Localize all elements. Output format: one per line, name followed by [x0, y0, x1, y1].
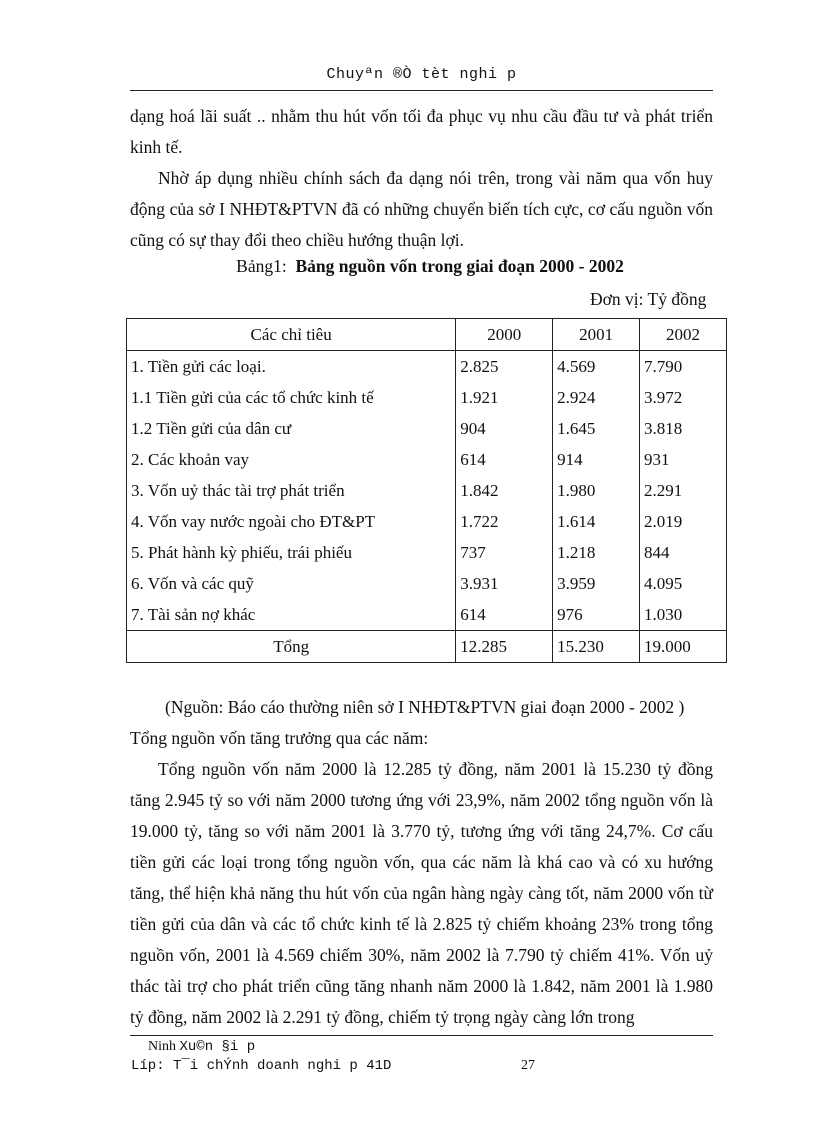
header-2000: 2000 — [456, 319, 553, 351]
footer-author-first: Ninh — [148, 1039, 176, 1054]
value-2000: 904 — [456, 413, 553, 444]
value-2001: 3.959 — [553, 568, 640, 599]
value-2000: 1.921 — [456, 382, 553, 413]
value-2001: 976 — [553, 599, 640, 631]
paragraph-4: Tổng nguồn vốn năm 2000 là 12.285 tỷ đồng, năm 2001 là 15.230 tỷ đồng tăng 2.945 tỷ so với năm 2000 tương ứng với 23,9%, năm 2002 tổng nguồn vốn là 19.000 tỷ, tăng so với năm 2001 là 3.770 tỷ, tương ứng với tăng 24,7%. Cơ cấu tiền gửi các loại trong tổng nguồn vốn, qua các năm là khá cao và có xu hướng tăng, thể hiện khả năng thu hút vốn của ngân hàng ngày càng tốt, năm 2000 vốn từ tiền gửi của dân và các tổ chức kinh tế là 2.825 tỷ chiếm khoảng 23% trong tổng nguồn vốn, 2001 là 4.569 chiếm 30%, năm 2002 là 7.790 tỷ chiếm 41%. Vốn uỷ thác tài trợ cho phát triển cũng tăng nhanh năm 2000 là 1.842, năm 2001 là 1.980 tỷ đồng, năm 2002 là 2.291 tỷ đồng, chiếm tỷ trọng ngày càng lớn trong — [130, 759, 713, 1027]
capital-sources-table — [126, 318, 727, 663]
table-row — [127, 351, 727, 383]
table-row — [127, 599, 727, 631]
row-label: 1.2 Tiền gửi của dân cư — [127, 413, 456, 444]
row-label: 2. Các khoản vay — [127, 444, 456, 475]
value-2002: 2.019 — [640, 506, 727, 537]
row-label: 1.1 Tiền gửi của các tổ chức kinh tế — [127, 382, 456, 413]
header-rule — [130, 90, 713, 91]
value-2002: 3.818 — [640, 413, 727, 444]
value-2001: 4.569 — [553, 351, 640, 383]
value-2002: 931 — [640, 444, 727, 475]
value-2000: 2.825 — [456, 351, 553, 383]
row-label: 7. Tài sản nợ khác — [127, 599, 456, 631]
footer-class: Líp: T¯i chÝnh doanh nghi p 41D — [131, 1058, 392, 1074]
table-row — [127, 506, 727, 537]
value-2000: 614 — [456, 599, 553, 631]
value-2001: 1.614 — [553, 506, 640, 537]
value-2000: 3.931 — [456, 568, 553, 599]
value-2001: 1.218 — [553, 537, 640, 568]
page-header-title: Chuyªn ®Ò tèt nghi p — [326, 66, 517, 83]
row-label: 3. Vốn uỷ thác tài trợ phát triển — [127, 475, 456, 506]
table-row — [127, 568, 727, 599]
value-2002: 844 — [640, 537, 727, 568]
table-row — [127, 475, 727, 506]
row-label: 6. Vốn và các quỹ — [127, 568, 456, 599]
table-row — [127, 444, 727, 475]
value-2000: 737 — [456, 537, 553, 568]
table-row — [127, 382, 727, 413]
total-label: Tổng — [127, 631, 456, 663]
value-2000: 1.842 — [456, 475, 553, 506]
table-total-row — [127, 631, 727, 663]
footer-author-rest: Xu©n §i p — [179, 1039, 256, 1055]
table-header-row — [127, 319, 727, 351]
header-2002: 2002 — [640, 319, 727, 351]
table-row — [127, 537, 727, 568]
value-2002: 7.790 — [640, 351, 727, 383]
total-2000: 12.285 — [456, 631, 553, 663]
table-source-note: (Nguồn: Báo cáo thường niên sở I NHĐT&PTVN giai đoạn 2000 - 2002 ) — [165, 697, 685, 717]
row-label: 1. Tiền gửi các loại. — [127, 351, 456, 383]
footer-author — [148, 1039, 255, 1055]
value-2001: 1.980 — [553, 475, 640, 506]
page-number: 27 — [521, 1058, 535, 1073]
value-2000: 1.722 — [456, 506, 553, 537]
paragraph-3: Tổng nguồn vốn tăng trưởng qua các năm: — [130, 728, 429, 748]
value-2002: 1.030 — [640, 599, 727, 631]
table-row — [127, 413, 727, 444]
footer-rule — [130, 1035, 713, 1036]
header-2001: 2001 — [553, 319, 640, 351]
value-2002: 4.095 — [640, 568, 727, 599]
table-caption — [130, 256, 730, 277]
row-label: 4. Vốn vay nước ngoài cho ĐT&PT — [127, 506, 456, 537]
total-2002: 19.000 — [640, 631, 727, 663]
table-unit: Đơn vị: Tỷ đồng — [590, 289, 707, 309]
value-2001: 1.645 — [553, 413, 640, 444]
row-label: 5. Phát hành kỳ phiếu, trái phiếu — [127, 537, 456, 568]
value-2002: 3.972 — [640, 382, 727, 413]
total-2001: 15.230 — [553, 631, 640, 663]
table-caption-prefix: Bảng1: — [236, 256, 287, 276]
table-caption-title: Bảng nguồn vốn trong giai đoạn 2000 - 2002 — [295, 256, 624, 276]
header-indicator: Các chỉ tiêu — [127, 319, 456, 351]
paragraph-1: dạng hoá lãi suất .. nhằm thu hút vốn tối đa phục vụ nhu cầu đầu tư và phát triển kinh tế. — [130, 106, 713, 157]
value-2001: 2.924 — [553, 382, 640, 413]
value-2002: 2.291 — [640, 475, 727, 506]
paragraph-2: Nhờ áp dụng nhiều chính sách đa dạng nói trên, trong vài năm qua vốn huy động của sở I NHĐT&PTVN đã có những chuyển biến tích cực, cơ cấu nguồn vốn cũng có sự thay đổi theo chiều hướng thuận lợi. — [130, 168, 713, 250]
value-2001: 914 — [553, 444, 640, 475]
value-2000: 614 — [456, 444, 553, 475]
